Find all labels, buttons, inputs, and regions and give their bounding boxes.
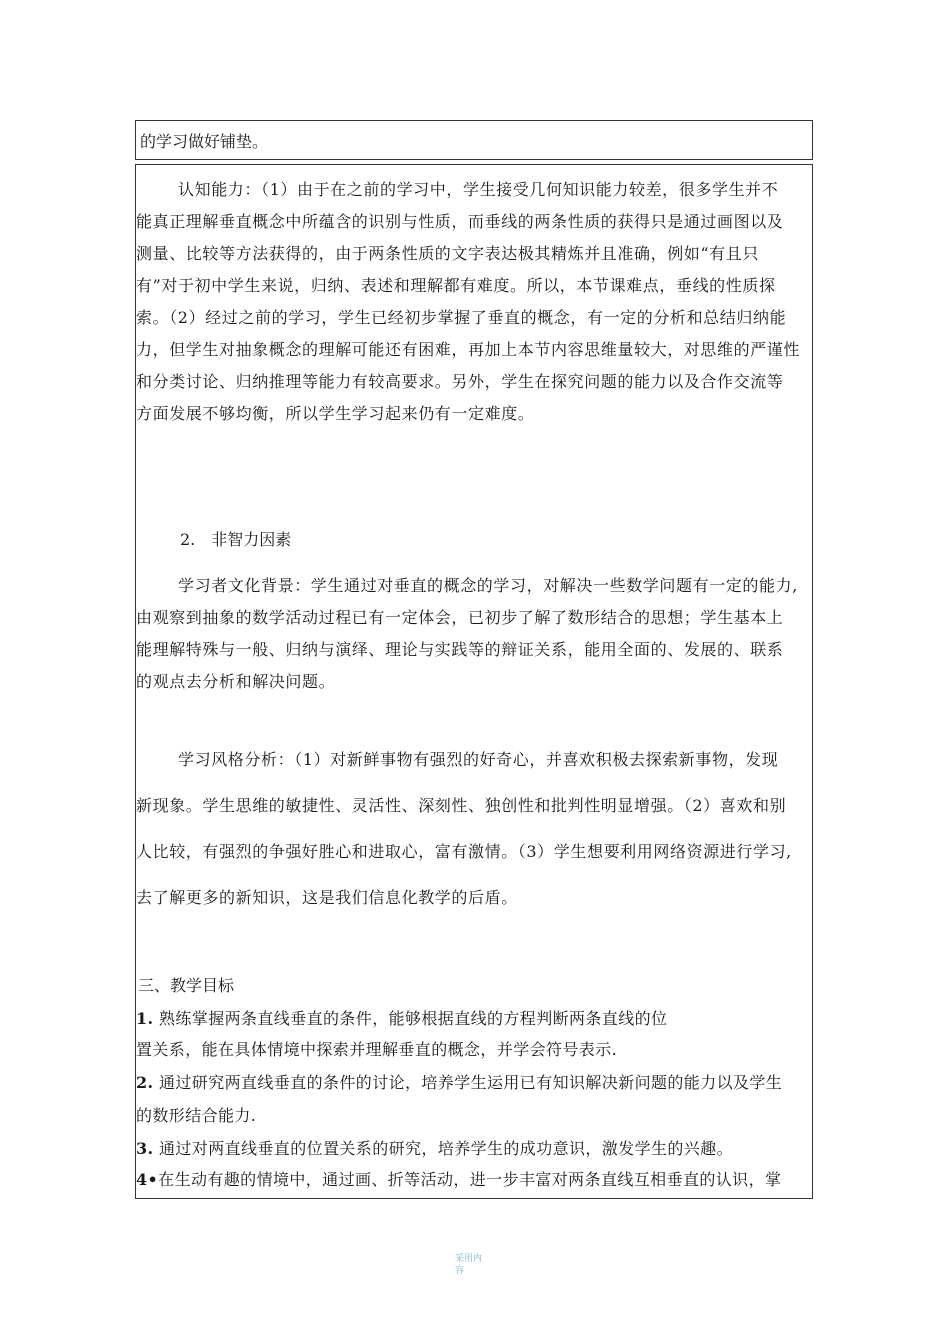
- objective-text: 熟练掌握两条直线垂直的条件，能够根据直线的方程判断两条直线的位: [153, 1009, 668, 1028]
- previous-table-cell: [135, 120, 813, 160]
- paragraph-line: 学习者文化背景：学生通过对垂直的概念的学习，对解决一些数学问题有一定的能力,: [178, 576, 798, 595]
- objective-item-1-cont: [136, 1039, 617, 1061]
- footer-line: 容: [455, 1266, 465, 1276]
- paragraph-line: 能真正理解垂直概念中所蕴含的识别与性质，而垂线的两条性质的获得只是通过画图以及: [136, 212, 784, 231]
- cultural-background-paragraph: [136, 575, 812, 693]
- footer-line: 采用内: [455, 1254, 483, 1264]
- objective-item-1: [136, 1008, 667, 1030]
- objective-number: 3.: [136, 1139, 154, 1158]
- objective-item-2: [136, 1072, 782, 1094]
- objective-text: 置关系，能在具体情境中探索并理解垂直的概念，并学会符号表示.: [136, 1040, 618, 1059]
- objective-item-2-cont: [136, 1105, 256, 1127]
- objective-text: 通过研究两直线垂直的条件的讨论，培养学生运用已有知识解决新问题的能力以及学生: [153, 1073, 783, 1092]
- non-intellectual-heading: 2. 非智力因素: [180, 530, 292, 549]
- paragraph-line: 索。（2）经过之前的学习，学生已经初步掌握了垂直的概念，有一定的分析和总结归纳能: [136, 308, 787, 327]
- objective-number: 1.: [136, 1009, 154, 1028]
- paragraph-line: 由观察到抽象的数学活动过程已有一定体会，已初步了解了数形结合的思想；学生基本上: [136, 608, 784, 627]
- paragraph-line: 能理解特殊与一般、归纳与演绎、理论与实践等的辩证关系，能用全面的、发展的、联系: [136, 640, 784, 659]
- objective-item-4: [136, 1169, 781, 1191]
- paragraph-line: 新现象。学生思维的敏捷性、灵活性、深刻性、独创性和批判性明显增强。（2）喜欢和别: [136, 796, 787, 815]
- objective-text: 通过对两直线垂直的位置关系的研究，培养学生的成功意识，激发学生的兴趣。: [153, 1139, 734, 1158]
- paragraph-line: 有”对于初中学生来说，归纳、表述和理解都有难度。所以，本节课难点，垂线的性质探: [136, 276, 776, 295]
- learning-style-paragraph: [136, 749, 812, 909]
- paragraph-line: 方面发展不够均衡，所以学生学习起来仍有一定难度。: [136, 404, 535, 423]
- teaching-objectives-heading: 三、教学目标: [138, 976, 235, 995]
- paragraph-line: 和分类讨论、归纳推理等能力有较高要求。另外，学生在探究问题的能力以及合作交流等: [136, 372, 784, 391]
- objective-item-3: [136, 1138, 733, 1160]
- paragraph-line: 测量、比较等方法获得的，由于两条性质的文字表达极其精炼并且准确，例如“有且只: [136, 244, 759, 263]
- objective-text: 的数形结合能力.: [136, 1106, 257, 1125]
- objective-number: 4•: [136, 1170, 159, 1189]
- objective-text: 在生动有趣的情境中，通过画、折等活动，进一步丰富对两条直线互相垂直的认识，掌: [158, 1170, 782, 1189]
- paragraph-line: 力，但学生对抽象概念的理解可能还有困难，再加上本节内容思维量较大，对思维的严谨性: [136, 340, 801, 359]
- paragraph-line: 学习风格分析：（1）对新鲜事物有强烈的好奇心，并喜欢积极去探索新事物，发现: [178, 750, 779, 769]
- paragraph-line: 去了解更多的新知识，这是我们信息化教学的后盾。: [136, 888, 518, 907]
- cognitive-ability-paragraph: [136, 179, 812, 425]
- objective-number: 2.: [136, 1073, 154, 1092]
- paragraph-line: 的观点去分析和解决问题。: [136, 672, 336, 691]
- paragraph-line: 认知能力：（1）由于在之前的学习中，学生接受几何知识能力较差，很多学生并不: [178, 180, 779, 199]
- analysis-table-cell: [135, 164, 813, 1199]
- paragraph-line: 人比较，有强烈的争强好胜心和进取心，富有激情。（3）学生想要利用网络资源进行学习,: [136, 842, 792, 861]
- page-footer-note: [455, 1253, 495, 1277]
- continued-text: 的学习做好铺垫。: [140, 132, 269, 151]
